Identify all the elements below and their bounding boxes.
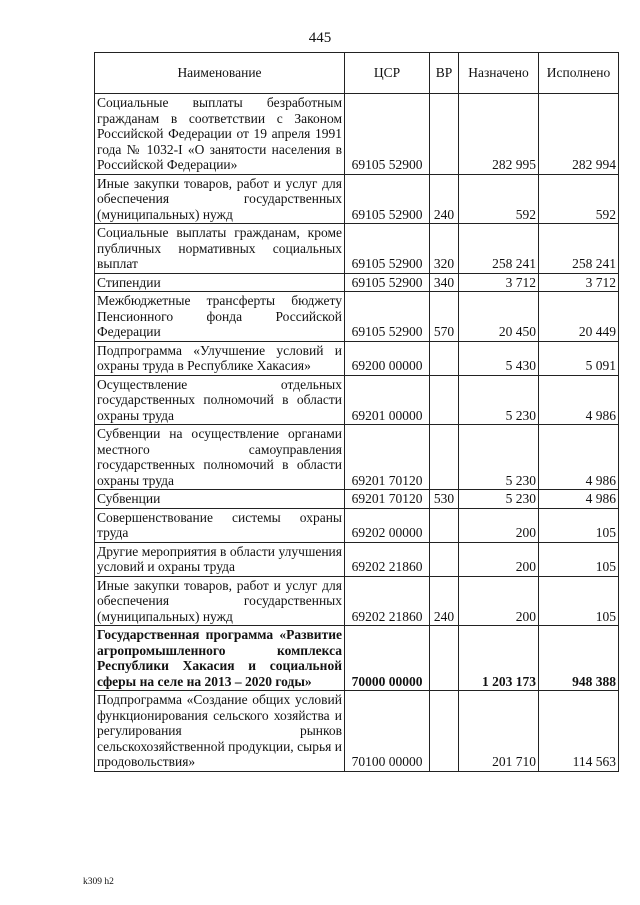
- row-name-cell: Межбюджетные трансферты бюджету Пенсионного фонда Российской Федерации: [95, 292, 345, 342]
- row-vr-cell: [430, 691, 459, 772]
- row-assigned-cell: 282 995: [459, 94, 539, 175]
- table-row: [95, 626, 619, 691]
- row-name-cell: Совершенствование системы охраны труда: [95, 508, 345, 542]
- row-csr-cell: 69105 52900: [345, 273, 430, 292]
- row-executed-cell: 592: [539, 174, 619, 224]
- row-name-cell: Иные закупки товаров, работ и услуг для обеспечения государственных (муниципальных) нужд: [95, 174, 345, 224]
- table-header-row: [95, 53, 619, 94]
- row-vr-cell: 320: [430, 224, 459, 274]
- table-row: [95, 292, 619, 342]
- row-name-cell: Подпрограмма «Улучшение условий и охраны труда в Республике Хакасия»: [95, 341, 345, 375]
- row-executed-cell: 4 986: [539, 425, 619, 490]
- row-executed-cell: 105: [539, 542, 619, 576]
- row-csr-cell: 69202 00000: [345, 508, 430, 542]
- row-executed-cell: 105: [539, 576, 619, 626]
- row-assigned-cell: 1 203 173: [459, 626, 539, 691]
- row-assigned-cell: 200: [459, 576, 539, 626]
- row-executed-cell: 114 563: [539, 691, 619, 772]
- row-name-cell: Социальные выплаты гражданам, кроме публичных нормативных социальных выплат: [95, 224, 345, 274]
- table-row: [95, 273, 619, 292]
- table-row: [95, 576, 619, 626]
- row-csr-cell: 69105 52900: [345, 224, 430, 274]
- row-csr-cell: 69201 70120: [345, 490, 430, 509]
- header-csr: ЦСР: [345, 53, 430, 94]
- table-row: [95, 341, 619, 375]
- row-name-cell: Осуществление отдельных государственных полномочий в области охраны труда: [95, 375, 345, 425]
- row-csr-cell: 70000 00000: [345, 626, 430, 691]
- row-csr-cell: 69201 70120: [345, 425, 430, 490]
- row-assigned-cell: 5 230: [459, 490, 539, 509]
- row-csr-cell: 70100 00000: [345, 691, 430, 772]
- row-csr-cell: 69105 52900: [345, 292, 430, 342]
- row-assigned-cell: 3 712: [459, 273, 539, 292]
- row-name-cell: Государственная программа «Развитие агропромышленного комплекса Республики Хакасия и социальной сферы на селе на 2013 – 2020 годы»: [95, 626, 345, 691]
- row-vr-cell: 530: [430, 490, 459, 509]
- row-vr-cell: [430, 341, 459, 375]
- row-csr-cell: 69105 52900: [345, 174, 430, 224]
- row-csr-cell: 69105 52900: [345, 94, 430, 175]
- row-executed-cell: 282 994: [539, 94, 619, 175]
- row-csr-cell: 69202 21860: [345, 576, 430, 626]
- row-executed-cell: 948 388: [539, 626, 619, 691]
- table-row: [95, 224, 619, 274]
- table-row: [95, 691, 619, 772]
- row-executed-cell: 20 449: [539, 292, 619, 342]
- row-vr-cell: [430, 508, 459, 542]
- row-executed-cell: 4 986: [539, 375, 619, 425]
- row-assigned-cell: 5 430: [459, 341, 539, 375]
- row-assigned-cell: 258 241: [459, 224, 539, 274]
- row-name-cell: Субвенции на осуществление органами местного самоуправления государственных полномочий в области охраны труда: [95, 425, 345, 490]
- row-executed-cell: 258 241: [539, 224, 619, 274]
- row-assigned-cell: 201 710: [459, 691, 539, 772]
- row-vr-cell: [430, 626, 459, 691]
- row-assigned-cell: 5 230: [459, 375, 539, 425]
- row-vr-cell: 240: [430, 174, 459, 224]
- budget-table: [94, 52, 619, 772]
- row-assigned-cell: 200: [459, 542, 539, 576]
- row-executed-cell: 3 712: [539, 273, 619, 292]
- row-csr-cell: 69201 00000: [345, 375, 430, 425]
- row-executed-cell: 105: [539, 508, 619, 542]
- row-name-cell: Стипендии: [95, 273, 345, 292]
- row-name-cell: Иные закупки товаров, работ и услуг для обеспечения государственных (муниципальных) нужд: [95, 576, 345, 626]
- header-executed: Исполнено: [539, 53, 619, 94]
- row-name-cell: Субвенции: [95, 490, 345, 509]
- row-vr-cell: [430, 425, 459, 490]
- row-vr-cell: 340: [430, 273, 459, 292]
- row-vr-cell: [430, 375, 459, 425]
- header-name: Наименование: [95, 53, 345, 94]
- table-row: [95, 174, 619, 224]
- row-vr-cell: [430, 542, 459, 576]
- table-row: [95, 542, 619, 576]
- row-assigned-cell: 592: [459, 174, 539, 224]
- page-number: 445: [308, 30, 332, 46]
- table-row: [95, 375, 619, 425]
- row-csr-cell: 69202 21860: [345, 542, 430, 576]
- row-name-cell: Социальные выплаты безработным гражданам в соответствии с Законом Российской Федерации от 19 апреля 1991 года № 1032-I «О занятости населения в Российской Федерации»: [95, 94, 345, 175]
- row-executed-cell: 5 091: [539, 341, 619, 375]
- row-assigned-cell: 5 230: [459, 425, 539, 490]
- table-row: [95, 94, 619, 175]
- row-name-cell: Другие мероприятия в области улучшения условий и охраны труда: [95, 542, 345, 576]
- row-assigned-cell: 20 450: [459, 292, 539, 342]
- table-body: [95, 94, 619, 772]
- row-vr-cell: 240: [430, 576, 459, 626]
- table-row: [95, 425, 619, 490]
- row-name-cell: Подпрограмма «Создание общих условий функционирования сельского хозяйства и регулирования рынков сельскохозяйственной продукции, сырья и продовольствия»: [95, 691, 345, 772]
- row-executed-cell: 4 986: [539, 490, 619, 509]
- row-assigned-cell: 200: [459, 508, 539, 542]
- footer-code: k309 h2: [83, 877, 114, 887]
- row-vr-cell: [430, 94, 459, 175]
- table-row: [95, 508, 619, 542]
- table-row: [95, 490, 619, 509]
- header-assigned: Назначено: [459, 53, 539, 94]
- row-csr-cell: 69200 00000: [345, 341, 430, 375]
- header-vr: ВР: [430, 53, 459, 94]
- row-vr-cell: 570: [430, 292, 459, 342]
